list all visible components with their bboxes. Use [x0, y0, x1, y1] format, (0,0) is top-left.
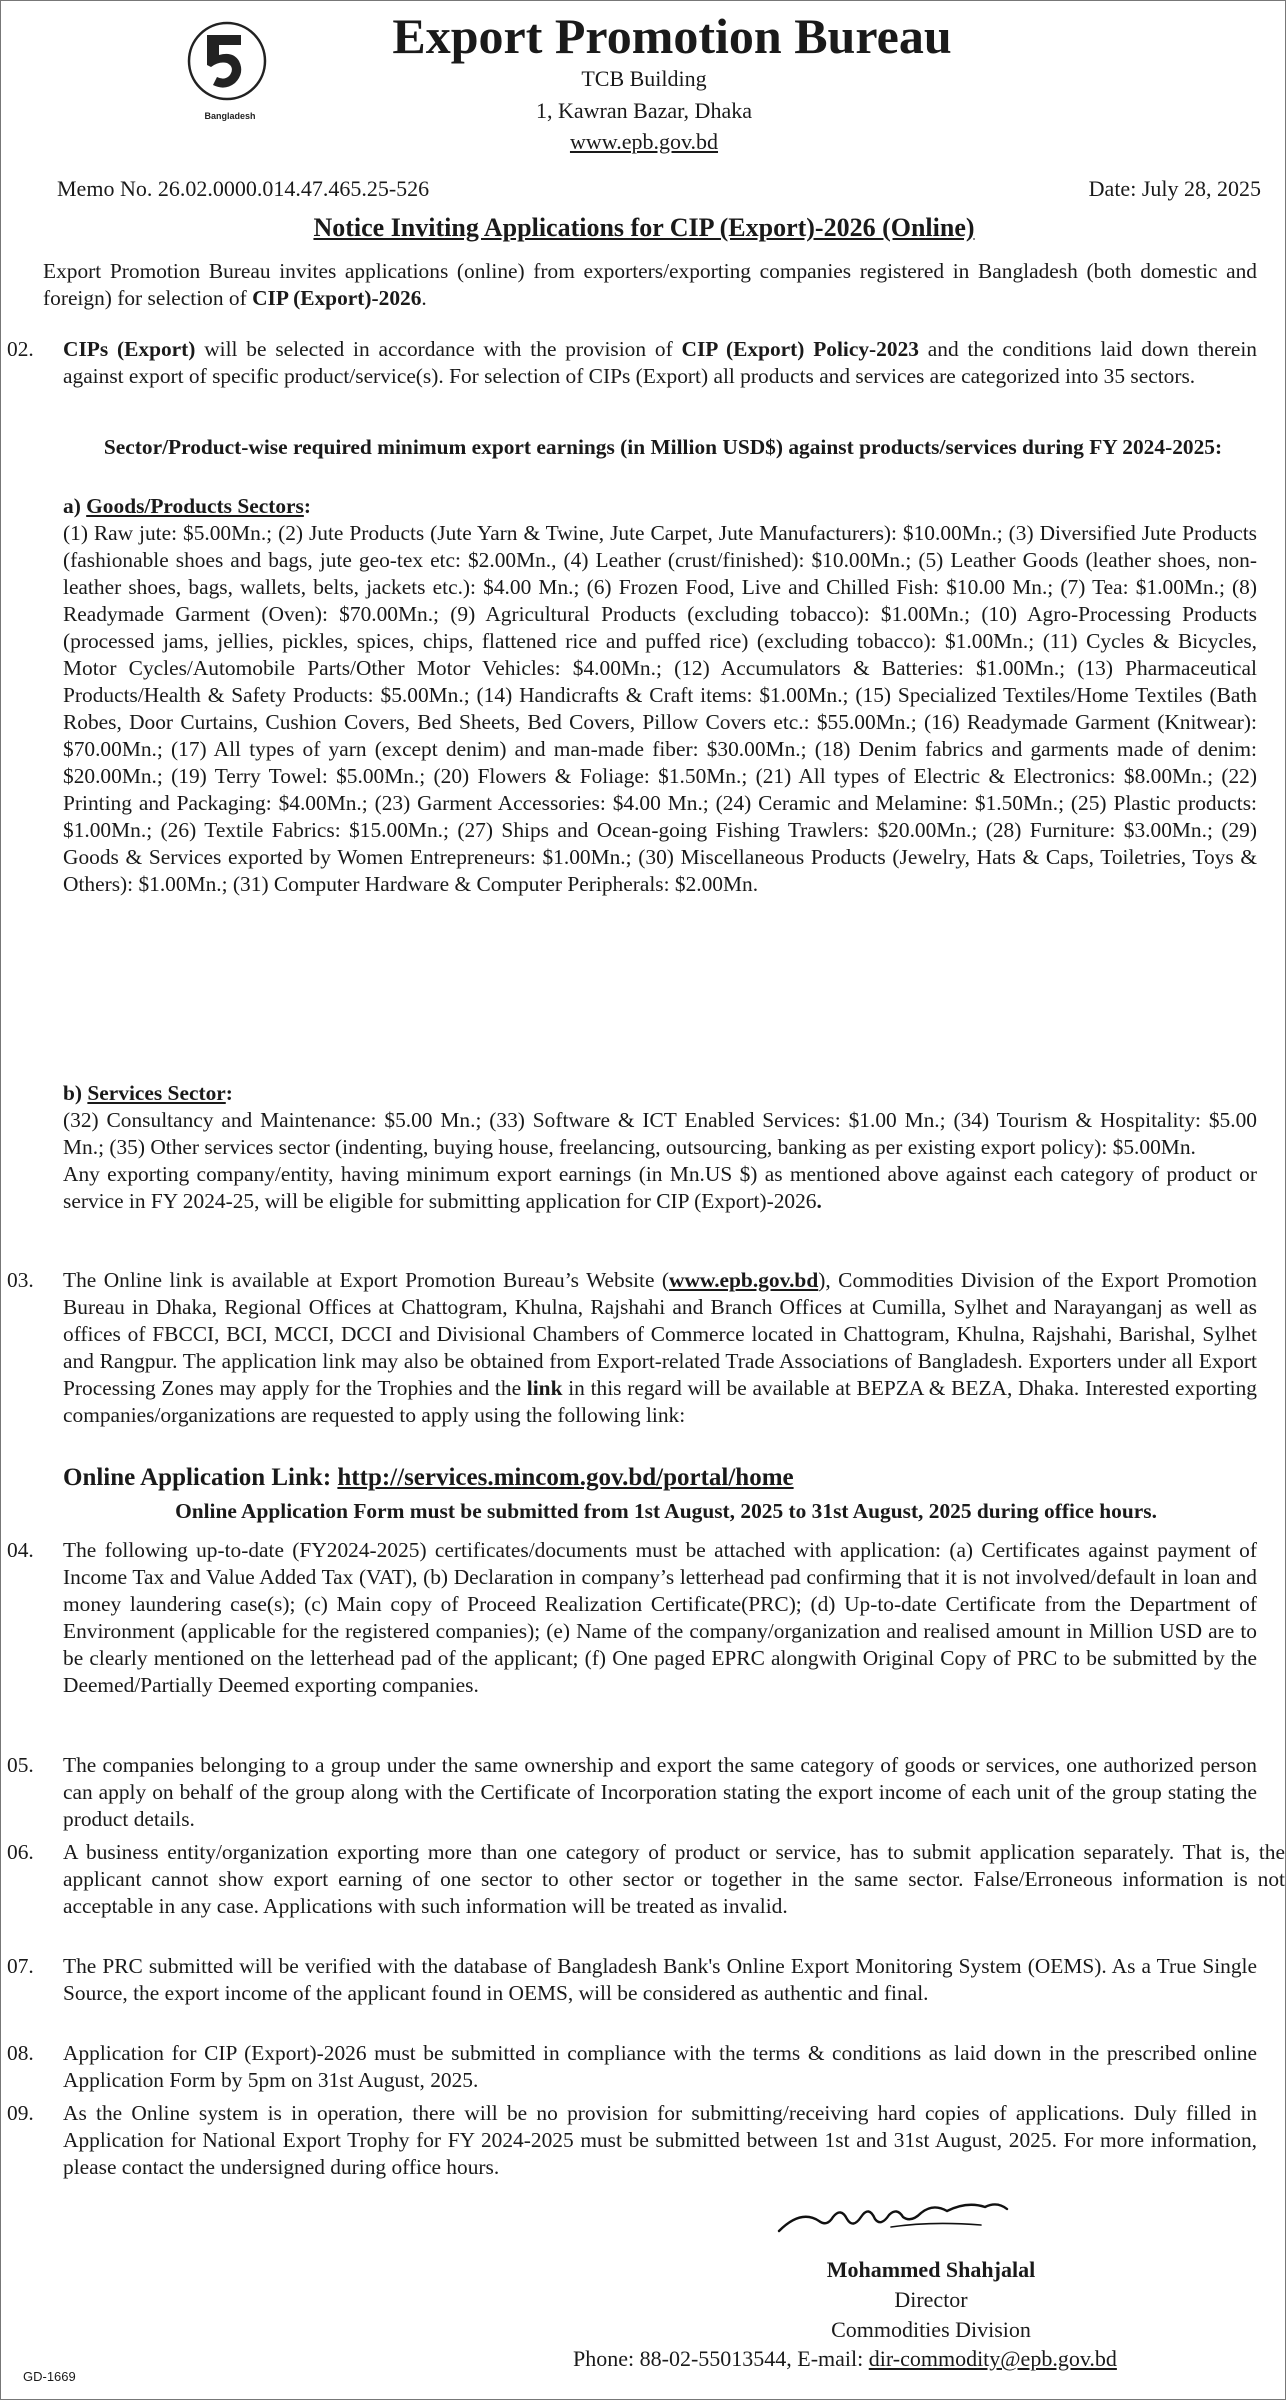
paragraph-04: 04. The following up-to-date (FY2024-2025) certificates/documents must be attached with application: (a) Certificates against payment of Income Tax and Value Added Tax (VAT), (b) Declaration in company’s letterhead pad confirming that it is not involved/default in loan and money laundering case(s); (c) Main copy of Proceed Realization Certificate(PRC); (d) Up-to-date Certificate from the Department of Environment (applicable for the registered companies); (e) Name of the company/organization and realised amount in Million USD are to be clearly mentioned on the letterhead pad of the applicant; (f) One paged EPRC alongwith Original Copy of PRC to be submitted by the Deemed/Partially Deemed exporting companies.: [7, 1538, 1257, 1697]
paragraph-08: 08. Application for CIP (Export)-2026 must be submitted in compliance with the terms & conditions as laid down in the prescribed online Application Form by 5pm on 31st August, 2025.: [7, 2041, 1257, 2092]
signature: [771, 2191, 1021, 2239]
paragraph-number: 03.: [7, 1268, 34, 1292]
signatory-name: Mohammed Shahjalal: [826, 2257, 1036, 2282]
address-line-2: 1, Kawran Bazar, Dhaka: [536, 98, 752, 123]
application-url[interactable]: http://services.mincom.gov.bd/portal/home: [337, 1464, 794, 1491]
paragraph-05: 05. The companies belonging to a group under the same ownership and export the same category of goods or services, one authorized person can apply on behalf of the group along with the Certificate of Incorporation stating the export income of each unit of the group stating the product details.: [7, 1753, 1257, 1831]
intro-paragraph: Export Promotion Bureau invites applications (online) from exporters/exporting companies registered in Bangladesh (both domestic and foreign) for selection of CIP (Export)-2026.: [43, 259, 1257, 310]
address-line-1: TCB Building: [581, 66, 707, 91]
paragraph-number: 05.: [7, 1753, 34, 1777]
logo-caption: Bangladesh: [204, 111, 256, 121]
memo-number: Memo No. 26.02.0000.014.47.465.25-526: [57, 176, 430, 201]
paragraph-02: 02. CIPs (Export) will be selected in accordance with the provision of CIP (Export) Policy-2023 and the conditions laid down therein against export of specific product/service(s). For selection of CIPs (Export) all products and services are categorized into 35 sectors.: [7, 337, 1257, 388]
paragraph-09: 09. As the Online system is in operation, there will be no provision for submitting/receiving hard copies of applications. Duly filled in Application for National Export Trophy for FY 2024-2025 must be submitted between 1st and 31st August, 2025. For more information, please contact the undersigned during office hours.: [7, 2101, 1257, 2179]
goods-heading: a) Goods/Products Sectors:: [63, 494, 311, 518]
email-link[interactable]: dir-commodity@epb.gov.bd: [868, 2346, 1117, 2371]
goods-sectors: [63, 493, 1257, 898]
sector-subheading: Sector/Product-wise required minimum export earnings (in Million USD$) against products/services during FY 2024-2025:: [103, 435, 1223, 459]
notice-date: Date: July 28, 2025: [1088, 176, 1261, 201]
footer-code: GD-1669: [23, 2369, 76, 2384]
paragraph-number: 02.: [7, 337, 34, 361]
signatory-division: Commodities Division: [831, 2317, 1031, 2342]
paragraph-03: 03. The Online link is available at Export Promotion Bureau’s Website (www.epb.gov.bd), Commodities Division of the Export Promotion Bureau in Dhaka, Regional Offices at Chattogram, Khulna, Rajshahi and Branch Offices at Cumilla, Sylhet and Narayanganj as well as offices of FBCCI, BCI, MCCI, DCCI and Divisional Chambers of Commerce located in Chattogram, Khulna, Rajshahi, Barishal, Sylhet and Rangpur. The application link may also be obtained from Export-related Trade Associations of Bangladesh. Exporters under all Export Processing Zones may apply for the Trophies and the link in this regard will be available at BEPZA & BEZA, Dhaka. Interested exporting companies/organizations are requested to apply using the following link:: [7, 1268, 1258, 1427]
paragraph-06: 06. A business entity/organization exporting more than one category of product or service, has to submit application separately. That is, the applicant cannot show export earning of one sector to other sector or together in the same sector. False/Erroneous information is not acceptable in any case. Applications with such information will be treated as invalid.: [7, 1840, 1285, 1918]
paragraph-number: 08.: [7, 2041, 34, 2065]
website-link[interactable]: www.epb.gov.bd: [569, 129, 719, 154]
signatory-designation: Director: [894, 2287, 968, 2312]
page-title: Export Promotion Bureau: [392, 8, 952, 64]
paragraph-number: 07.: [7, 1954, 34, 1978]
services-list: (32) Consultancy and Maintenance: $5.00 Mn.; (33) Software & ICT Enabled Services: $1.00 Mn.; (34) Tourism & Hospitality: $5.00 Mn.; (35) Other services sector (indenting, buying house, freelancing, outsourcing, banking as per existing export policy): $5.00Mn.: [63, 1108, 1257, 1159]
paragraph-number: 09.: [7, 2101, 34, 2125]
online-application-link: Online Application Link: http://services.mincom.gov.bd/portal/home: [63, 1464, 794, 1491]
contact-line: Phone: 88-02-55013544, E-mail: dir-commodity@epb.gov.bd: [573, 2346, 1117, 2371]
eligibility-text: Any exporting company/entity, having minimum export earnings (in Mn.US $) as mentioned above against each category of product or service in FY 2024-25, will be eligible for submitting application for CIP (Export)-2026.: [63, 1162, 1257, 1213]
submission-deadline: Online Application Form must be submitted from 1st August, 2025 to 31st August, 2025 during office hours.: [175, 1499, 1157, 1523]
goods-list: (1) Raw jute: $5.00Mn.; (2) Jute Products (Jute Yarn & Twine, Jute Carpet, Jute Manufacturers): $10.00Mn.; (3) Diversified Jute Products (fashionable shoes and bags, jute geo-tex etc: $2.00Mn., (4) Leather (crust/finished): $10.00Mn.; (5) Leather Goods (leather shoes, non-leather shoes, bags, wallets, belts, jackets etc.): $4.00 Mn.; (6) Frozen Food, Live and Chilled Fish: $10.00 Mn.; (7) Tea: $1.00Mn.; (8) Readymade Garment (Oven): $70.00Mn.; (9) Agricultural Products (excluding tobacco): $1.00Mn.; (10) Agro-Processing Products (processed jams, jellies, pickles, spices, chips, flattened rice and puffed rice) (excluding tobacco): $1.00Mn.; (11) Cycles & Bicycles, Motor Cycles/Automobile Parts/Other Motor Vehicles: $4.00Mn.; (12) Accumulators & Batteries: $1.00Mn.; (13) Pharmaceutical Products/Health & Safety Products: $5.00Mn.; (14) Handicrafts & Craft items: $1.00Mn.; (15) Specialized Textiles/Home Textiles (Bath Robes, Door Curtains, Cushion Covers, Bed Sheets, Bed Covers, Pillow Covers etc.: $55.00Mn.; (16) Readymade Garment (Knitwear): $70.00Mn.; (17) All types of yarn (except denim) and man-made fiber: $30.00Mn.; (18) Denim fabrics and garments made of denim: $20.00Mn.; (19) Terry Towel: $5.00Mn.; (20) Flowers & Foliage: $1.50Mn.; (21) All types of Electric & Electronics: $8.00Mn.; (22) Printing and Packaging: $4.00Mn.; (23) Garment Accessories: $4.00 Mn.; (24) Ceramic and Melamine: $1.50Mn.; (25) Plastic products: $1.00Mn.; (26) Textile Fabrics: $15.00Mn.; (27) Ships and Ocean-going Fishing Trawlers: $20.00Mn.; (28) Furniture: $3.00Mn.; (29) Goods & Services exported by Women Entrepreneurs: $1.00Mn.; (30) Miscellaneous Products (Jewelry, Hats & Caps, Toiletries, Toys & Others): $1.00Mn.; (31) Computer Hardware & Computer Peripherals: $2.00Mn.: [63, 521, 1257, 896]
paragraph-number: 04.: [7, 1538, 34, 1562]
services-heading: b) Services Sector:: [63, 1081, 233, 1105]
services-sector: [63, 1080, 1257, 1215]
paragraph-07: 07. The PRC submitted will be verified with the database of Bangladesh Bank's Online Export Monitoring System (OEMS). As a True Single Source, the export income of the applicant found in OEMS, will be considered as authentic and final.: [7, 1954, 1257, 2005]
paragraph-number: 06.: [7, 1840, 34, 1864]
notice-title: Notice Inviting Applications for CIP (Export)-2026 (Online): [313, 213, 975, 242]
